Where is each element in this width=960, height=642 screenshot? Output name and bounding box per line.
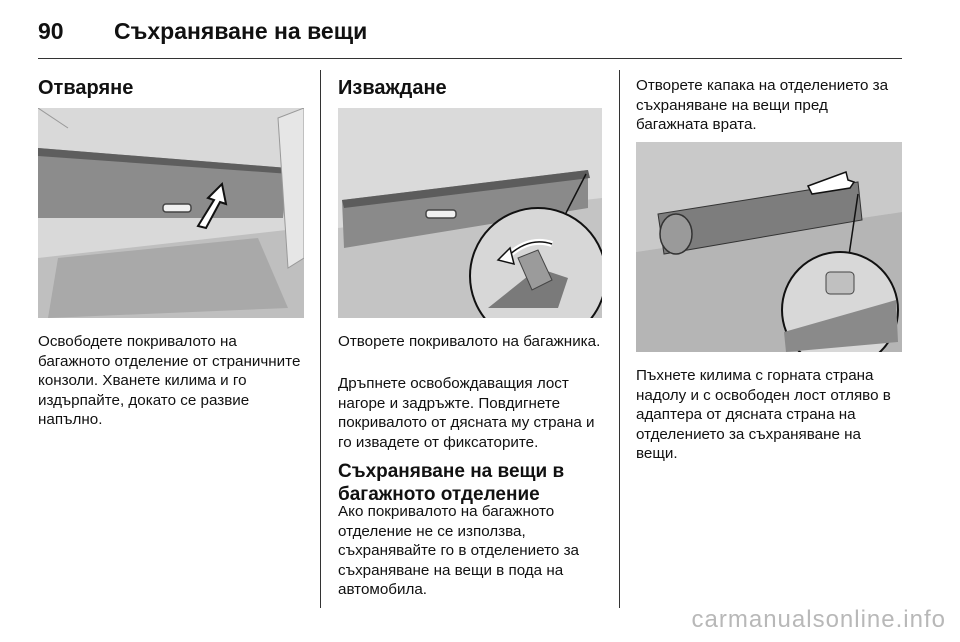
- section-heading-opening: Отваряне: [38, 77, 134, 99]
- watermark-link[interactable]: carmanualsonline.info: [691, 606, 946, 633]
- header-divider: [38, 58, 902, 59]
- section-heading-removal: Изваждане: [338, 77, 447, 99]
- cargo-cover-removal-illustration: [338, 108, 602, 318]
- page-header: [38, 14, 902, 58]
- storage-instructions: Ако покривалото на багажното отделение не се използва, съхранявайте го в отделението за съхраняване на вещи в пода на автомобила.: [338, 503, 579, 598]
- page-title: Съхраняване на вещи: [114, 18, 368, 44]
- storage-step-insert: Пъхнете килима с горната страна надолу и с освободен лост отляво в адаптера от дясната страна на отделението за съхраняване на вещи.: [636, 367, 891, 462]
- section-heading-storage: Съхраняване на вещи в багажното отделение: [338, 461, 565, 505]
- column-divider: [619, 70, 620, 608]
- opening-instructions: Освободете покривалото на багажното отделение от страничните конзоли. Хванете килима и го издърпайте, докато се развие напълно.: [38, 333, 301, 428]
- cargo-cover-opening-illustration: [38, 108, 304, 318]
- removal-step-lift: Дръпнете освобождаващия лост нагоре и задръжте. Повдигнете покривалото от дясната му страна и го извадете от фиксаторите.: [338, 375, 595, 451]
- removal-step-open: Отворете покривалото на багажника.: [338, 333, 601, 350]
- page-number: 90: [38, 18, 64, 44]
- cargo-cover-storage-illustration: [636, 142, 902, 352]
- column-divider: [320, 70, 321, 608]
- storage-step-open-lid: Отворете капака на отделението за съхраняване на вещи пред багажната врата.: [636, 77, 889, 133]
